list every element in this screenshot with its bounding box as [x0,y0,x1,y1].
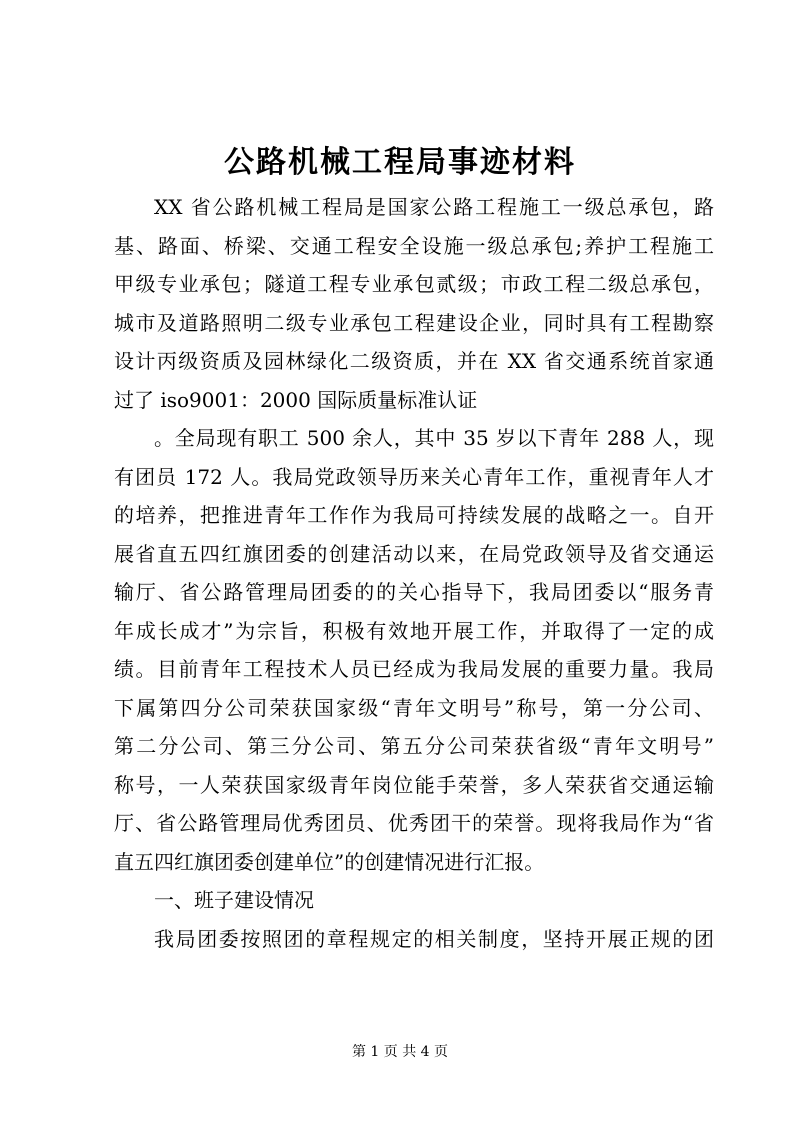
text-line: 。全局现有职工 500 余人，其中 35 岁以下青年 288 人，现 [154,426,714,450]
text-line: 基、路面、桥梁、交通工程安全设施一级总承包;养护工程施工 [114,233,714,258]
section-heading: 一、班子建设情况 [154,888,314,912]
text-line: 称号，一人荣获国家级青年岗位能手荣誉，多人荣获省交通运输 [114,772,714,797]
text-line: 直五四红旗团委创建单位”的创建情况进行汇报。 [114,849,545,874]
text-line: 的培养，把推进青年工作作为我局可持续发展的战略之一。自开 [114,503,714,527]
text-line: 甲级专业承包；隧道工程专业承包贰级；市政工程二级总承包， [114,272,714,296]
text-line: 城市及道路照明二级专业承包工程建设企业，同时具有工程勘察 [114,310,714,335]
text-line: 厅、省公路管理局优秀团员、优秀团干的荣誉。现将我局作为“省 [114,811,714,835]
text-line: 绩。目前青年工程技术人员已经成为我局发展的重要力量。我局 [114,657,714,681]
text-line: 过了 iso9001：2000 国际质量标准认证 [114,387,478,412]
page-footer: 第 1 页 共 4 页 [351,1044,449,1060]
text-line: 我局团委按照团的章程规定的相关制度，坚持开展正规的团 [154,926,714,951]
text-line: XX 省公路机械工程局是国家公路工程施工一级总承包，路 [154,195,714,219]
text-line: 设计丙级资质及园林绿化二级资质，并在 XX 省交通系统首家通 [114,349,714,373]
text-line: 有团员 172 人。我局党政领导历来关心青年工作，重视青年人才 [114,464,714,489]
text-line: 下属第四分公司荣获国家级“青年文明号”称号，第一分公司、 [114,695,714,720]
text-line: 年成长成才”为宗旨，积极有效地开展工作，并取得了一定的成 [114,618,714,643]
document-body [114,188,714,958]
text-line: 第二分公司、第三分公司、第五分公司荣获省级“青年文明号” [114,734,714,758]
text-line: 展省直五四红旗团委的创建活动以来，在局党政领导及省交通运 [114,541,714,566]
text-line: 输厅、省公路管理局团委的的关心指导下，我局团委以“服务青 [114,580,714,604]
document-title: 公路机械工程局事迹材料 [224,145,576,180]
